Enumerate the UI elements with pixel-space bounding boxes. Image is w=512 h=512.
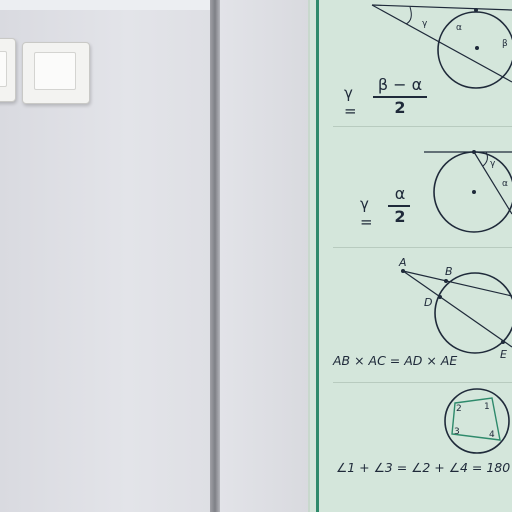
figure2-tangent-chord bbox=[424, 150, 512, 232]
figure1-angle-arc bbox=[406, 7, 411, 24]
figure3-point-e bbox=[501, 340, 505, 344]
figure3-label-e: E bbox=[500, 348, 507, 361]
figure4-label-1: 1 bbox=[484, 402, 490, 412]
figure1-secants bbox=[372, 5, 512, 88]
figure3-circle bbox=[435, 273, 512, 353]
figure4-label-3: 3 bbox=[454, 427, 460, 437]
figure3-secant-lower bbox=[403, 271, 512, 347]
figure1-secant-top bbox=[372, 5, 512, 10]
formula4-cyclic-quad: ∠1 + ∠3 = ∠2 + ∠4 = 180 bbox=[336, 460, 511, 475]
formula2-numerator: α bbox=[394, 184, 406, 203]
formula3-secant: AB × AC = AD × AE bbox=[333, 353, 458, 368]
figure3-point-a bbox=[401, 269, 405, 273]
figure3-point-b bbox=[444, 279, 448, 283]
figure3-label-a: A bbox=[399, 256, 407, 269]
figure2-alpha: α bbox=[502, 179, 508, 189]
figure3-label-b: B bbox=[445, 265, 453, 278]
figure1-alpha: α bbox=[456, 23, 462, 33]
formula1-numerator: β − α bbox=[377, 75, 423, 94]
figure1-center-dot bbox=[475, 46, 479, 50]
figure4-label-4: 4 bbox=[489, 430, 495, 440]
figure2-gamma: γ bbox=[490, 159, 496, 169]
figure1-point bbox=[474, 8, 478, 12]
figure4-label-2: 2 bbox=[456, 404, 462, 414]
figure1-beta: β bbox=[502, 39, 508, 49]
figure4-cyclic-quad bbox=[445, 389, 509, 453]
figure2-center-dot bbox=[472, 190, 476, 194]
formula2-lhs: γ = bbox=[360, 195, 373, 231]
figure3-secant-segments bbox=[398, 256, 512, 361]
figure2-tangent-point bbox=[472, 150, 476, 154]
formula1-lhs: γ = bbox=[344, 84, 357, 120]
figure4-circle bbox=[445, 389, 509, 453]
figure1-gamma: γ bbox=[422, 19, 428, 29]
formula1-denominator: 2 bbox=[394, 98, 406, 117]
figure3-label-d: D bbox=[424, 296, 433, 309]
figure3-point-d bbox=[438, 295, 442, 299]
figure1-secant-bottom bbox=[372, 5, 512, 82]
formula2-denominator: 2 bbox=[394, 207, 406, 226]
figure3-secant-upper bbox=[403, 271, 512, 296]
figure1-circle bbox=[438, 12, 512, 88]
